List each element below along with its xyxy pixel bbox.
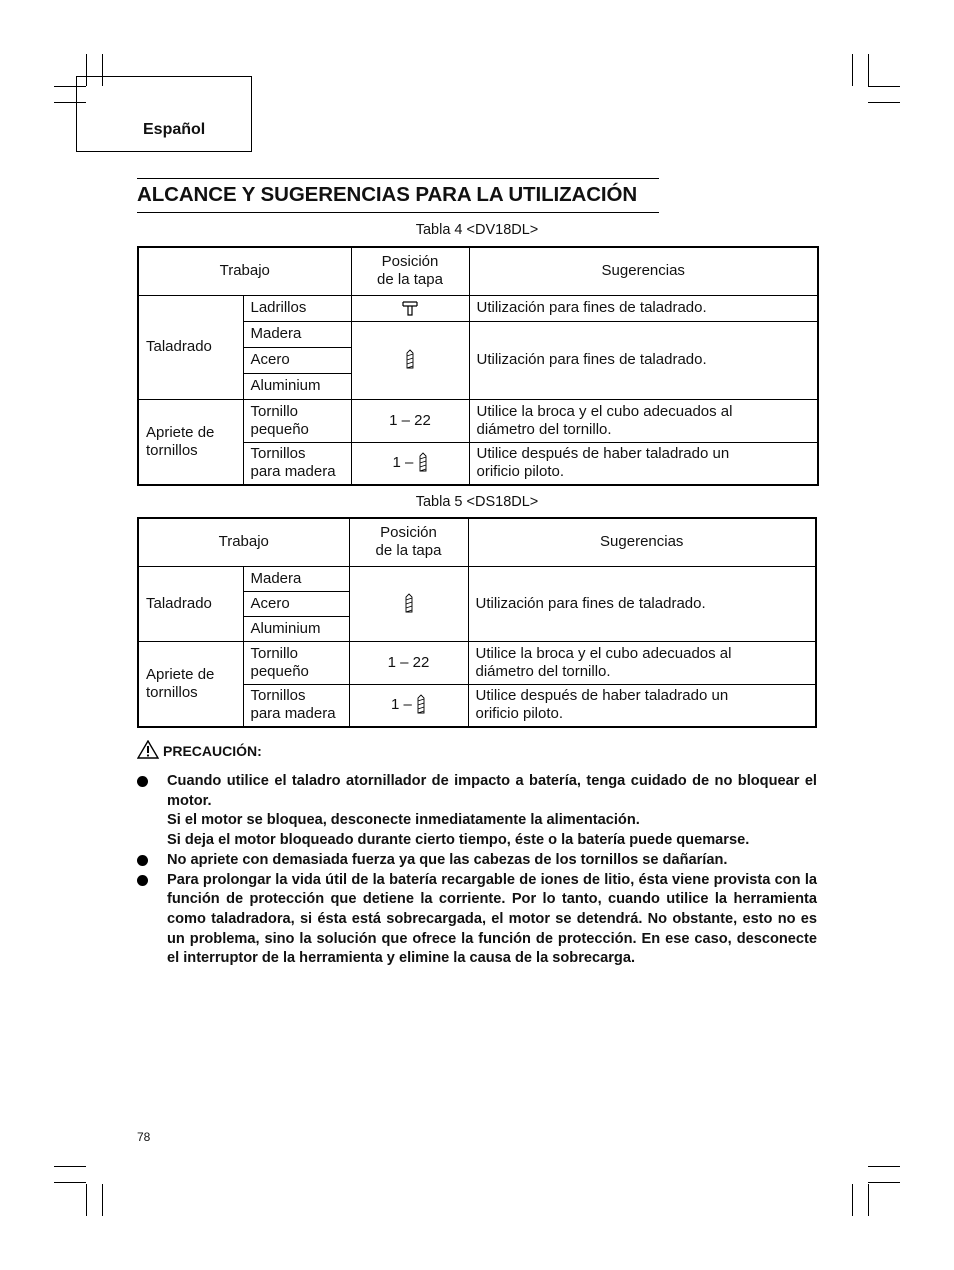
- row-tornillo-pequeno: Tornillo pequeño: [243, 641, 349, 684]
- caution-item: No apriete con demasiada fuerza ya que las cabezas de los tornillos se dañarían.: [137, 851, 817, 871]
- bullet-icon: [137, 855, 148, 866]
- crop-mark: [868, 1166, 900, 1167]
- table4: [137, 246, 819, 486]
- suggestion-madera: Utilice después de haber taladrado un orificio piloto.: [469, 442, 818, 485]
- range-prefix: 1 –: [390, 696, 412, 714]
- suggestion-taladrado: Utilización para fines de taladrado.: [468, 566, 816, 641]
- language-box: [76, 76, 252, 152]
- caution-list: [137, 772, 817, 969]
- crop-mark: [868, 1182, 900, 1183]
- group-apriete: Apriete de tornillos: [138, 641, 243, 727]
- suggestion-tornillo: Utilice la broca y el cubo adecuados al diámetro del tornillo.: [469, 399, 818, 442]
- table5-caption: Tabla 5 <DS18DL>: [415, 494, 539, 510]
- warning-triangle-icon: [137, 740, 159, 759]
- table4-caption: Tabla 4 <DV18DL>: [415, 222, 539, 238]
- range-value: 1 – 22: [351, 399, 469, 442]
- row-madera: Madera: [243, 566, 349, 591]
- crop-mark: [54, 1182, 86, 1183]
- drill-bit-icon: [351, 321, 469, 399]
- row-ladrillos: Ladrillos: [243, 295, 351, 321]
- row-acero: Acero: [243, 591, 349, 616]
- drill-bit-icon: [349, 566, 468, 641]
- section-title-rule: [137, 178, 659, 213]
- crop-mark: [868, 1184, 869, 1216]
- crop-mark: [102, 1184, 103, 1216]
- suggestion-ladrillos: Utilización para fines de taladrado.: [469, 295, 818, 321]
- range-value: 1 – 22: [349, 641, 468, 684]
- caution-item: Cuando utilice el taladro atornillador de impacto a batería, tenga cuidado de no bloquear el motor. Si el motor se bloquea, desconecte inmediatamente la alimentación. Si deja el motor bloqueado durante cierto tiempo, éste o la batería puede quemarse.: [137, 772, 817, 851]
- crop-mark: [54, 1166, 86, 1167]
- header-trabajo: Trabajo: [138, 518, 349, 566]
- header-trabajo: Trabajo: [138, 247, 351, 295]
- group-taladrado: Taladrado: [138, 566, 243, 641]
- crop-mark: [86, 1184, 87, 1216]
- table5: [137, 517, 817, 728]
- range-drill-cell: [349, 684, 468, 727]
- row-tornillos-madera: Tornillos para madera: [243, 684, 349, 727]
- section-title: ALCANCE Y SUGERENCIAS PARA LA UTILIZACIÓN: [137, 183, 638, 206]
- row-aluminium: Aluminium: [243, 373, 351, 399]
- group-taladrado: Taladrado: [138, 295, 243, 399]
- suggestion-tornillo: Utilice la broca y el cubo adecuados al diámetro del tornillo.: [468, 641, 816, 684]
- drill-bit-icon: [416, 694, 426, 716]
- crop-mark: [868, 102, 900, 103]
- bullet-icon: [137, 776, 148, 787]
- crop-mark: [852, 54, 853, 86]
- caution-heading: [137, 740, 262, 759]
- row-madera: Madera: [243, 321, 351, 347]
- row-tornillo-pequeno: Tornillo pequeño: [243, 399, 351, 442]
- row-tornillos-madera: Tornillos para madera: [243, 442, 351, 485]
- crop-mark: [852, 1184, 853, 1216]
- group-apriete: Apriete de tornillos: [138, 399, 243, 485]
- range-drill-cell: [351, 442, 469, 485]
- suggestion-taladrado: Utilización para fines de taladrado.: [469, 321, 818, 399]
- caution-item: Para prolongar la vida útil de la batería recargable de iones de litio, ésta viene provista con la función de protección que detiene la corriente. Por lo tanto, cuando utilice la herramienta como taladradora, si ésta está sobrecargada, el motor se detendrá. No obstante, esto no es un problema, sino la solución que ofrece la función de protección. En ese caso, desconecte el interruptor de la herramienta y elimine la causa de la sobrecarga.: [137, 871, 817, 970]
- suggestion-madera: Utilice después de haber taladrado un orificio piloto.: [468, 684, 816, 727]
- drill-bit-icon: [418, 452, 428, 474]
- crop-mark: [868, 86, 900, 87]
- row-aluminium: Aluminium: [243, 616, 349, 641]
- bullet-icon: [137, 875, 148, 886]
- header-sugerencias: Sugerencias: [468, 518, 816, 566]
- header-posicion: Posición de la tapa: [349, 518, 468, 566]
- caution-label: PRECAUCIÓN:: [163, 743, 262, 759]
- range-prefix: 1 –: [392, 454, 414, 472]
- crop-mark: [868, 54, 869, 86]
- hammer-drill-icon: [351, 295, 469, 321]
- header-sugerencias: Sugerencias: [469, 247, 818, 295]
- header-posicion: Posición de la tapa: [351, 247, 469, 295]
- page-number: 78: [137, 1130, 151, 1144]
- row-acero: Acero: [243, 347, 351, 373]
- language-label: Español: [143, 121, 206, 138]
